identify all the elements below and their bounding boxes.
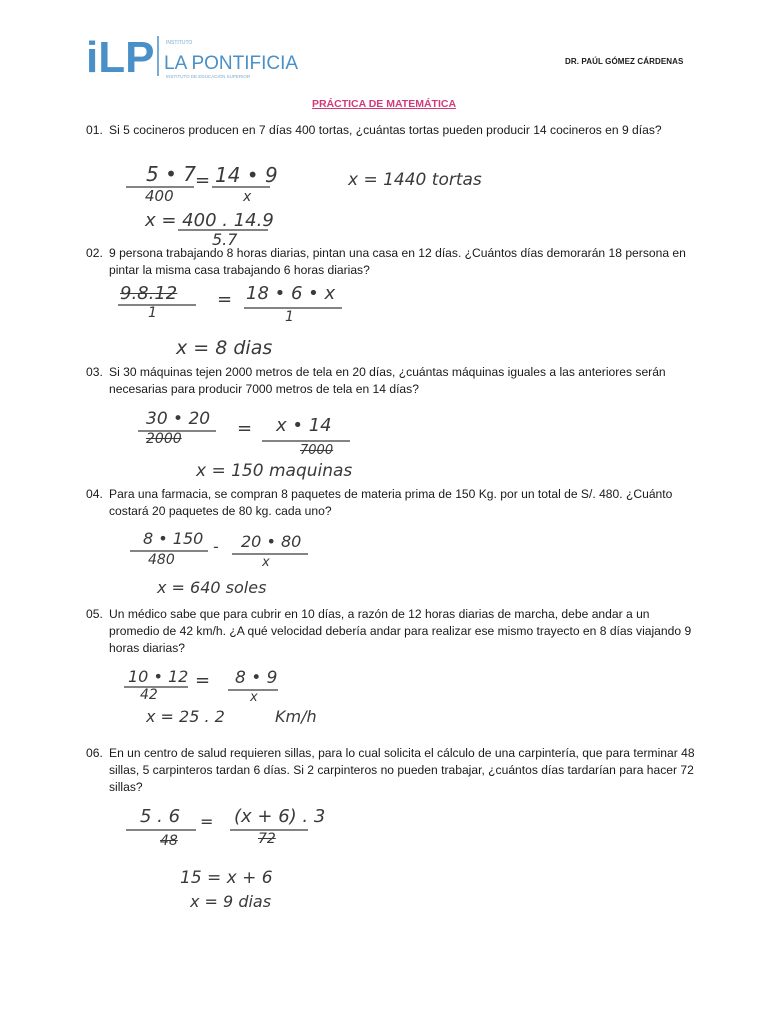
page-title: PRÁCTICA DE MATEMÁTICA [311, 98, 457, 110]
equals-sign: = [217, 289, 233, 310]
work-05-den-left: 42 [140, 687, 158, 703]
institution-logo [86, 30, 346, 86]
logo-mark: iLP [86, 33, 155, 82]
problem-06 [86, 745, 696, 796]
problem-text: Para una farmacia, se compran 8 paquetes de materia prima de 150 Kg. por un total de S/. 480. ¿Cuánto costará 20 paquetes de 80 kg. cada uno? [109, 487, 673, 518]
work-05-den-right: x [250, 690, 258, 705]
work-02-answer: x = 8 dias [176, 337, 273, 359]
work-01-answer: x = 1440 tortas [348, 170, 482, 190]
equals-sign: = [200, 812, 214, 831]
problem-05 [86, 606, 696, 657]
work-05-answer: x = 25 . 2 [146, 707, 225, 726]
logo-tagline-bottom: INSTITUTO DE EDUCACIÓN SUPERIOR [166, 74, 251, 79]
work-05-num-right: 8 • 9 [235, 668, 278, 688]
work-04-num-right: 20 • 80 [241, 532, 302, 551]
problem-text: En un centro de salud requieren sillas, para lo cual solicita el cálculo de una carpintería, que para terminar 48 sillas, 5 carpinteros tardan 6 días. Si 2 carpinteros no pueden trabajar, ¿cuántos días tardarían para hacer 72 sillas? [109, 746, 695, 794]
work-04-num-left: 8 • 150 [143, 529, 204, 548]
work-01-step-den: 5.7 [212, 230, 238, 249]
problem-number: 03. [86, 365, 103, 379]
problem-04 [86, 486, 696, 520]
work-03-den-left: 2000 [146, 431, 182, 447]
equals-sign: - [213, 537, 219, 556]
problem-01 [86, 122, 696, 139]
fraction-bar [126, 828, 198, 832]
problem-03 [86, 364, 696, 398]
work-04-answer: x = 640 soles [157, 578, 267, 597]
problem-text: Un médico sabe que para cubrir en 10 días, a razón de 12 horas diarias de marcha, debe andar a un promedio de 42 km/h. ¿A qué velocidad debería andar para realizar ese mismo trayecto en 8 días viajando 9 horas diarias? [109, 607, 692, 655]
work-03-den-right: 7000 [300, 443, 334, 458]
work-04-den-right: x [262, 555, 270, 570]
logo-name: LA PONTIFICIA [164, 53, 299, 74]
work-06-den-left: 48 [160, 833, 178, 849]
problem-number: 02. [86, 246, 103, 260]
problem-02 [86, 245, 696, 279]
problem-number: 01. [86, 123, 103, 137]
work-02-den-right: 1 [285, 309, 294, 325]
logo-graphic [86, 30, 346, 86]
work-01-den-left: 400 [145, 187, 174, 205]
work-06-den-right: 72 [258, 831, 276, 847]
work-03-num-left: 30 • 20 [146, 409, 211, 429]
work-06-step: 15 = x + 6 [180, 868, 273, 888]
fraction-bar [118, 303, 198, 307]
problem-text: 9 persona trabajando 8 horas diarias, pintan una casa en 12 días. ¿Cuántos días demorarán 18 persona en pintar la misma casa trabajando 6 horas diarias? [109, 246, 686, 277]
work-02-num-right: 18 • 6 • x [246, 283, 336, 304]
work-05-unit: Km/h [275, 707, 317, 726]
equals-sign: = [195, 670, 211, 691]
fraction-bar [212, 185, 272, 189]
work-01-num-right: 14 • 9 [215, 163, 278, 187]
problem-number: 04. [86, 487, 103, 501]
work-06-num-left: 5 . 6 [140, 806, 181, 827]
work-03-num-right: x • 14 [276, 415, 332, 436]
work-06-num-right: (x + 6) . 3 [234, 806, 326, 827]
problem-number: 05. [86, 607, 103, 621]
fraction-bar [244, 306, 344, 310]
problem-number: 06. [86, 746, 103, 760]
work-02-num-left: 9.8.12 [120, 283, 178, 304]
logo-tagline-top: INSTITUTO [166, 40, 193, 46]
work-01-num-left: 5 • 7 [146, 162, 196, 186]
work-01-den-right: x [243, 189, 252, 205]
problem-text: Si 30 máquinas tejen 2000 metros de tela en 20 días, ¿cuántas máquinas iguales a las anteriores serán necesarias para producir 7000 metros de tela en 14 días? [109, 365, 666, 396]
work-02-den-left: 1 [148, 305, 157, 321]
equals-sign: = [237, 418, 253, 439]
problem-text: Si 5 cocineros producen en 7 días 400 tortas, ¿cuántas tortas pueden producir 14 cocineros en 9 días? [109, 123, 662, 137]
equals-sign: = [195, 170, 211, 191]
work-03-answer: x = 150 maquinas [196, 461, 353, 481]
work-04-den-left: 480 [148, 552, 175, 568]
work-06-answer: x = 9 dias [190, 892, 272, 911]
work-05-num-left: 10 • 12 [128, 667, 189, 686]
fraction-bar [232, 552, 310, 556]
work-01-step: x = 400 . 14.9 [145, 210, 274, 231]
author-name: DR. PAÚL GÓMEZ CÁRDENAS [565, 57, 684, 66]
